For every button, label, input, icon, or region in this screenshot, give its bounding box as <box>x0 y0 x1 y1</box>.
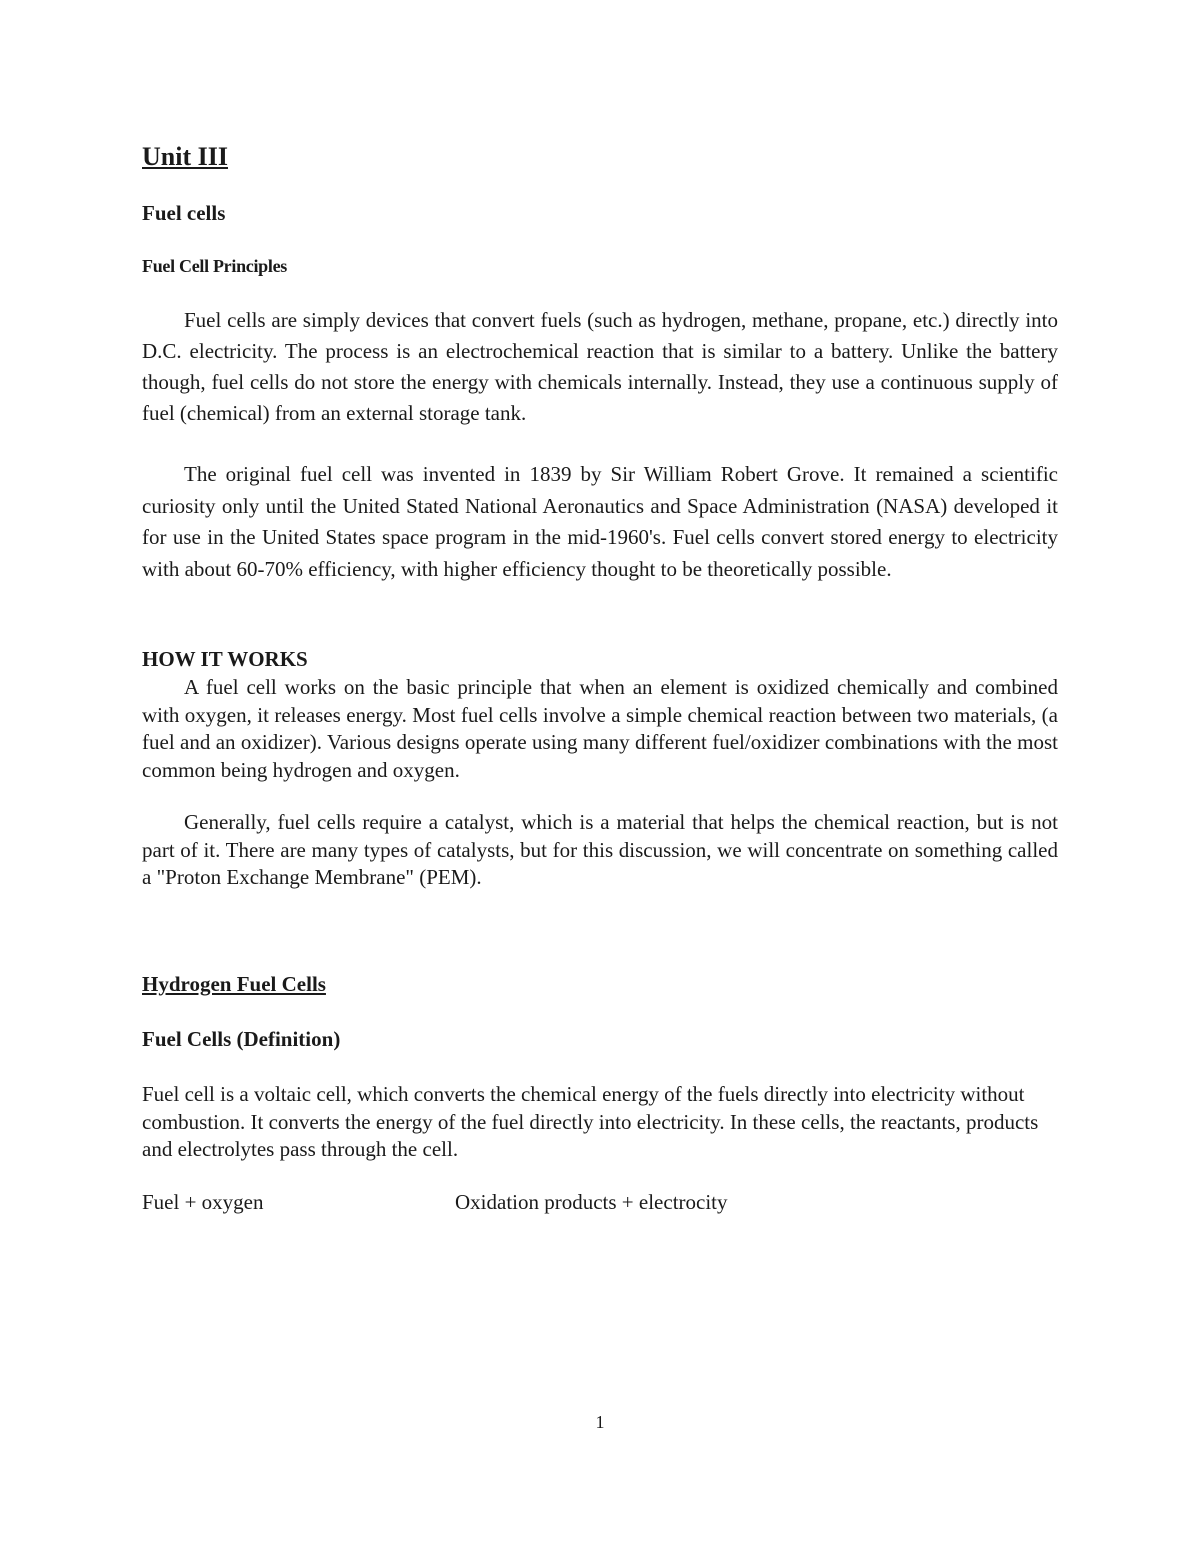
hydrogen-fuel-cells-heading: Hydrogen Fuel Cells <box>142 972 326 996</box>
how-it-works-heading: HOW IT WORKS <box>142 647 308 671</box>
paragraph-catalyst: Generally, fuel cells require a catalyst, which is a material that helps the chemical reaction, but is not part of it. There are many types of catalysts, but for this discussion, we will concentrate on something called a "Proton Exchange Membrane" (PEM). <box>142 810 1058 889</box>
paragraph-definition: Fuel cell is a voltaic cell, which converts the chemical energy of the fuels directly into electricity without combustion. It converts the energy of the fuel directly into electricity. In these cells, the reactants, products and electrolytes pass through the cell. <box>142 1082 1039 1161</box>
paragraph-history: The original fuel cell was invented in 1839 by Sir William Robert Grove. It remained a scientific curiosity only until the United Stated National Aeronautics and Space Administration (NASA) developed it for use in the United States space program in the mid-1960's. Fuel cells convert stored energy to electricity with about 60-70% efficiency, with higher efficiency thought to be theoretically possible. <box>142 462 1058 581</box>
page-number: 1 <box>595 1412 605 1432</box>
equation-products: Oxidation products + electrocity <box>455 1190 728 1214</box>
unit-title: Unit III <box>142 142 228 171</box>
paragraph-intro: Fuel cells are simply devices that convert fuels (such as hydrogen, methane, propane, etc.) directly into D.C. electricity. The process is an electrochemical reaction that is similar to a battery. Unlike the battery though, fuel cells do not store the energy with chemicals internally. Instead, they use a continuous supply of fuel (chemical) from an external storage tank. <box>142 308 1058 425</box>
definition-heading: Fuel Cells (Definition) <box>142 1027 341 1051</box>
paragraph-how-it-works: A fuel cell works on the basic principle that when an element is oxidized chemically and combined with oxygen, it releases energy. Most fuel cells involve a simple chemical reaction between two materials, (a fuel and an oxidizer). Various designs operate using many different fuel/oxidizer combinations with the most common being hydrogen and oxygen. <box>142 675 1058 782</box>
fuel-cell-principles-heading: Fuel Cell Principles <box>142 256 287 276</box>
fuel-cells-heading: Fuel cells <box>142 201 226 225</box>
equation-reactants: Fuel + oxygen <box>142 1190 264 1214</box>
